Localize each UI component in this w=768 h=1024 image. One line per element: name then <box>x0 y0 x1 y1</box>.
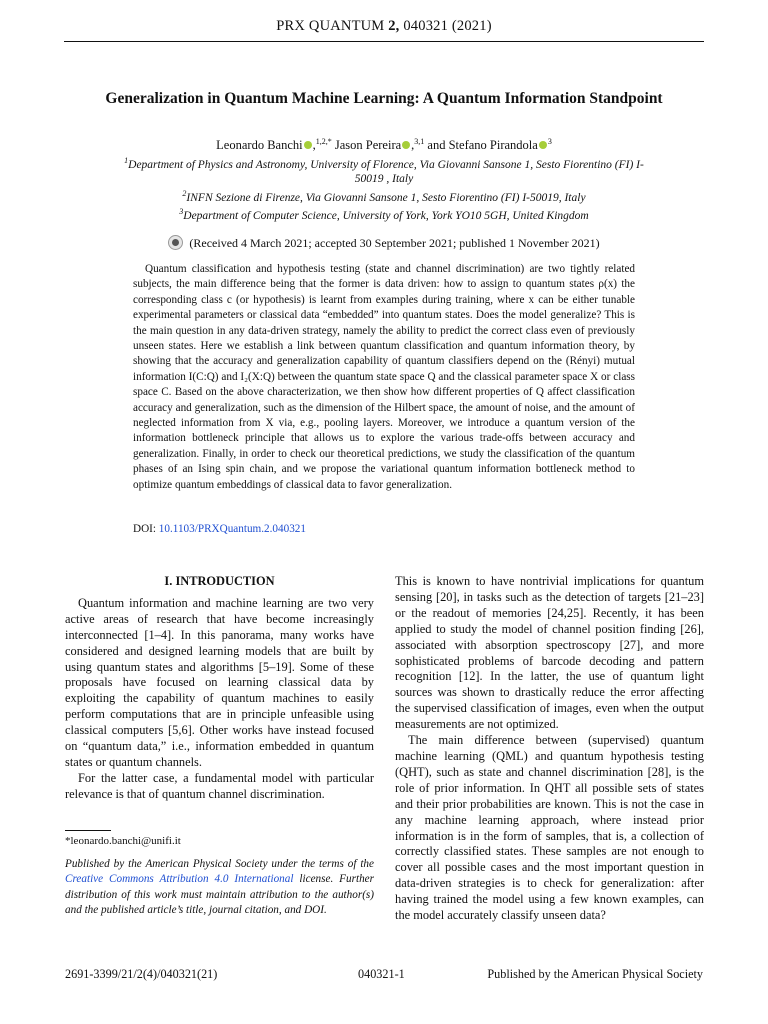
doi-line <box>133 523 306 535</box>
affiliation-number: 2 <box>182 189 187 199</box>
footer-publisher: Published by the American Physical Society <box>487 967 703 981</box>
column-right <box>395 574 704 924</box>
author-name[interactable]: Stefano Pirandola <box>448 138 538 152</box>
affiliation-text: INFN Sezione di Firenze, Via Giovanni Sansone 1, Sesto Fiorentino (FI) I-50019, Italy <box>186 192 586 204</box>
check-for-updates-icon[interactable] <box>168 235 183 250</box>
paragraph: For the latter case, a fundamental model with particular relevance is that of quantum channel discrimination. <box>65 770 374 801</box>
orcid-icon[interactable] <box>304 141 312 149</box>
doi-link[interactable]: 10.1103/PRXQuantum.2.040321 <box>158 523 306 535</box>
author-affil: 1,2,* <box>315 136 332 146</box>
author-name[interactable]: Leonardo Banchi <box>216 138 303 152</box>
paper-title: Generalization in Quantum Machine Learning: A Quantum Information Standpoint <box>105 90 663 107</box>
section-heading: I. INTRODUCTION <box>164 574 275 588</box>
license-notice <box>65 857 374 919</box>
orcid-icon[interactable] <box>539 141 547 149</box>
license-text: Published by the American Physical Society under the terms of the <box>65 858 374 870</box>
author-separator: , <box>411 138 415 152</box>
footnote-rule <box>65 830 111 831</box>
affiliation-number: 3 <box>179 207 184 217</box>
footer-issn: 2691-3399/21/2(4)/040321(21) <box>65 967 218 981</box>
journal-name: PRX QUANTUM <box>276 18 385 34</box>
author-separator: , <box>312 138 316 152</box>
column-left <box>65 574 374 803</box>
author-name[interactable]: Jason Pereira <box>334 138 402 152</box>
orcid-icon[interactable] <box>402 141 410 149</box>
author-affil: 3 <box>547 136 552 146</box>
license-link[interactable]: Creative Commons Attribution 4.0 International <box>65 873 294 886</box>
article-number: 040321 (2021) <box>403 18 492 34</box>
footer-page-number: 040321-1 <box>358 967 405 981</box>
doi-label: DOI: <box>133 523 156 535</box>
author-list <box>64 138 704 153</box>
running-head <box>64 18 704 35</box>
affiliation <box>110 209 658 223</box>
paragraph: This is known to have nontrivial implications for quantum sensing [20], in tasks such as the detection of targets [21–23] or the readout of memories [24,25]. Recently, it has been applied to study the model of channel position finding [26], associated with absorption spectroscopy [27], and more sophisticated problems of barcode decoding and pattern recognition [12]. In the latter, the use of quantum light sources was shown to drastically reduce the error affecting the supervised classification of images, even when the output measurements are not optimized. <box>395 574 704 732</box>
abstract: Quantum classification and hypothesis testing (state and channel discrimination) are two tightly related subjects, the main difference being that the former is data driven: how to assign to quantum states ρ(x) the corresponding class c (or hypothesis) is learnt from examples during training, where x can be either tunable experimental parameters or classical data “embedded” into quantum states. Does the model generalize? This is the main question in any data-driven strategy, namely the ability to predict the correct class even of previously unseen states. Here we establish a link between quantum classification and quantum information theory, by showing that the accuracy and generalization capability of quantum classifiers depend on the (Rényi) mutual information I(C:Q) and I₂(X:Q) between the quantum state space Q and the classical parameter space X or class space C. Based on the above characterization, we then show how different properties of Q affect classification accuracy and generalization, such as the dimension of the Hilbert space, the amount of noise, and the amount of neglected information from X via, e.g., pooling layers. Moreover, we introduce a quantum version of the information bottleneck principle that allows us to explore the various trade-offs between accuracy and generalization. Finally, in order to check our theoretical predictions, we study the classification of the quantum phases of an Ising spin chain, and we propose the variational quantum information bottleneck method to optimize quantum embeddings of classical data to favor generalization. <box>133 263 635 491</box>
author-affil: 3,1 <box>414 136 425 146</box>
paragraph: The main difference between (supervised) quantum machine learning (QML) and quantum hypothesis testing (QHT), such as state and channel discrimination [28], is the role of prior information. In QHT all possible sets of states and their prior probabilities are known. This is not the case in any machine learning approach, where instead prior information is in the form of samples, that is, a collection of correctly classified states. These samples are not enough to cover all possible cases and the most important question in data-driven strategies is to check for generalization: after having trained the model using a few known examples, can the model accurately classify unseen data? <box>395 733 704 923</box>
affiliation-number: 1 <box>124 156 129 166</box>
author-separator: and <box>427 138 446 152</box>
affiliation <box>110 191 658 205</box>
affiliation-text: Department of Computer Science, University of York, York YO10 5GH, United Kingdom <box>183 210 589 222</box>
paragraph: Quantum information and machine learning are two very active areas of research that have become increasingly interconnected [1–4]. In this panorama, many works have considered and designed learning models that are built by using quantum states and algorithms [5–19]. Some of these proposals have focused on learning classical data by exploiting the capability of quantum machines to easily perform computations that are in principle unfeasible using classical computers [5,6]. Other works have instead focused on “quantum data,” i.e., information embedded in quantum states or quantum channels. <box>65 595 374 769</box>
received-text: (Received 4 March 2021; accepted 30 September 2021; published 1 November 2021) <box>189 236 600 250</box>
author-email-footnote: *leonardo.banchi@unifi.it <box>65 835 181 847</box>
affiliation <box>110 158 658 186</box>
publication-dates <box>64 235 704 251</box>
license-text: license. Further distribution of this work must maintain attribution to the author(s) and the published article’s title, journal citation, and DOI. <box>65 873 374 917</box>
journal-volume: 2, <box>388 18 400 34</box>
affiliation-text: Department of Physics and Astronomy, University of Florence, Via Giovanni Sansone 1, Sesto Fiorentino (FI) I-50019 , Italy <box>128 159 644 185</box>
header-rule <box>64 41 704 42</box>
